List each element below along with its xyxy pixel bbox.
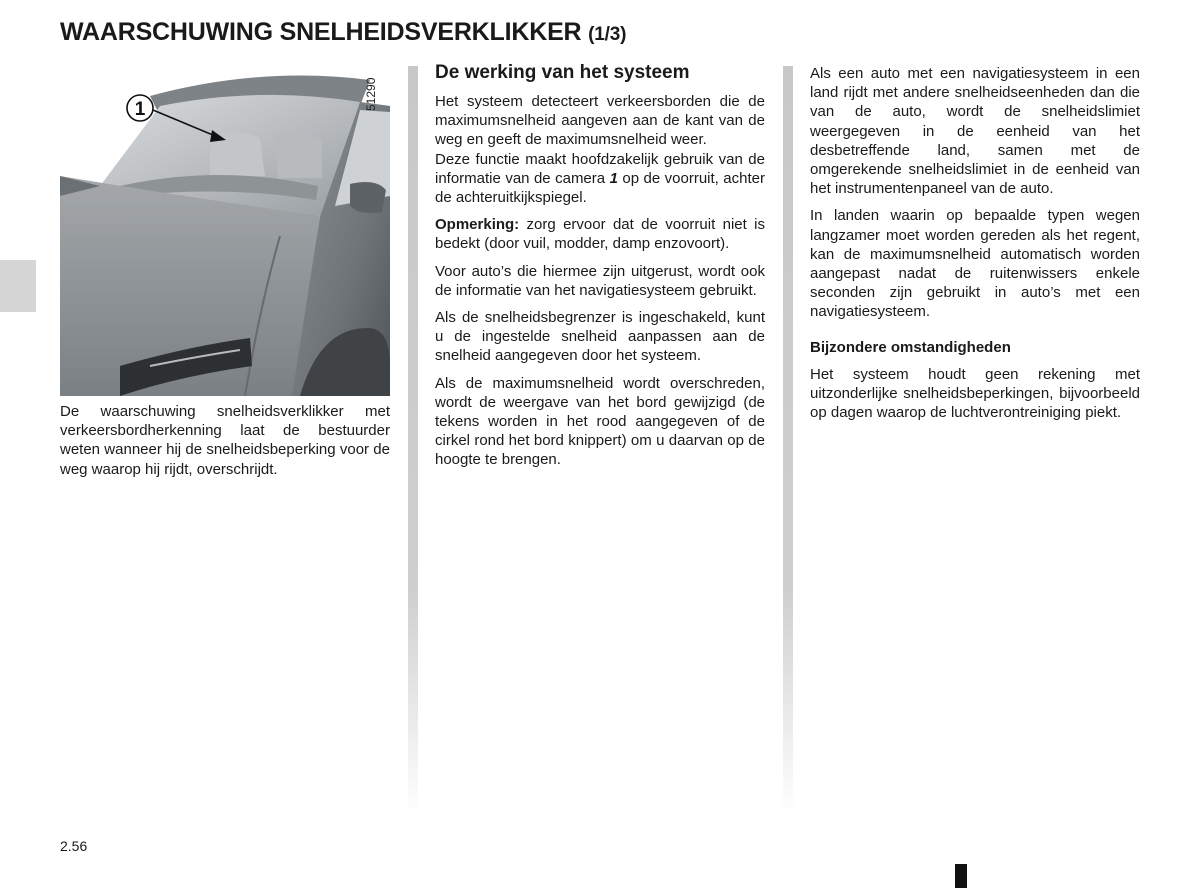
paragraph-units: Als een auto met een navigatiesysteem in een land rijdt met andere snelheidseenheden dan die van de auto, wordt de snelheidslimiet weergegeven in de eenheid van het desbetreffende land, samen met de omgerekende snelheidslimiet in de eenheid van het instrumentenpaneel van de auto. [810,65,1140,198]
paragraph-camera-text-pre: Deze functie maakt hoofdzakelijk gebruik van de informatie van de camera [435,150,765,187]
corner-marker [955,864,967,888]
note-text: zorg ervoor dat de voorruit niet is bedekt (door vuil, modder, damp enzovoort). [435,216,765,253]
section-heading-special: Bijzondere omstandigheden [810,338,1011,356]
note-label: Opmerking: [435,216,520,234]
paragraph-note [435,215,765,253]
paragraph-detection: Het systeem detecteert verkeersborden die de maximumsnelheid aangeven aan de kant van de weg en geeft de maximumsnelheid weer. [435,93,765,149]
callout-number: 1 [134,99,146,120]
paragraph-exceptions: Het systeem houdt geen rekening met uitzonderlijke snelheidsbeperkingen, bijvoorbeeld op dagen waarop de luchtverontreiniging piekt. [810,365,1140,422]
car-illustration-svg [60,66,390,396]
column-divider-right [783,66,793,816]
column-divider-left [408,66,418,816]
page-title-main: WAARSCHUWING SNELHEIDSVERKLIKKER [60,18,582,46]
page-number: 2.56 [60,838,88,854]
camera-reference: 1 [609,169,618,187]
figure-reference-number: 51290 [364,77,378,111]
car-windshield-illustration [60,66,390,396]
paragraph-camera-text-post: op de voorruit, achter de achteruitkijkspiegel. [435,169,765,207]
paragraph-overspeed: Als de maximumsnelheid wordt overschreden, wordt de weergave van het bord gewijzigd (de tekens worden in het rood aangegeven of de cirkel rond het bord knippert) om u daarvan op de hoogte te brengen. [435,374,765,469]
paragraph-limiter: Als de snelheidsbegrenzer is ingeschakeld, kunt u de ingestelde snelheid aanpassen aan de snelheid aangegeven door het systeem. [435,309,765,365]
paragraph-navigation: Voor auto’s die hiermee zijn uitgerust, wordt ook de informatie van het navigatiesysteem gebruikt. [435,262,765,299]
column-middle [435,62,765,478]
section-heading-operation: De werking van het systeem [435,62,690,83]
column-right [810,64,1140,430]
paragraph-rain: In landen waarin op bepaalde typen wegen langzamer moet worden gereden als het regent, kan de maximumsnelheid automatisch worden aangepast nadat de ruitenwissers enkele seconden zijn gebruikt in auto’s met een navigatiesysteem. [810,207,1140,321]
figure-caption: De waarschuwing snelheidsverklikker met verkeersbordherkenning laat de bestuurder weten wanneer hij de snelheidsbeperking voor de weg waarop hij rijdt, overschrijdt. [60,403,390,478]
seat-shape-right [275,133,322,178]
paragraph-camera [435,150,765,208]
page-title [60,18,626,47]
section-tab-marker [0,260,36,312]
mirror-shape [350,182,386,213]
page-title-suffix: (1/3) [588,24,627,45]
